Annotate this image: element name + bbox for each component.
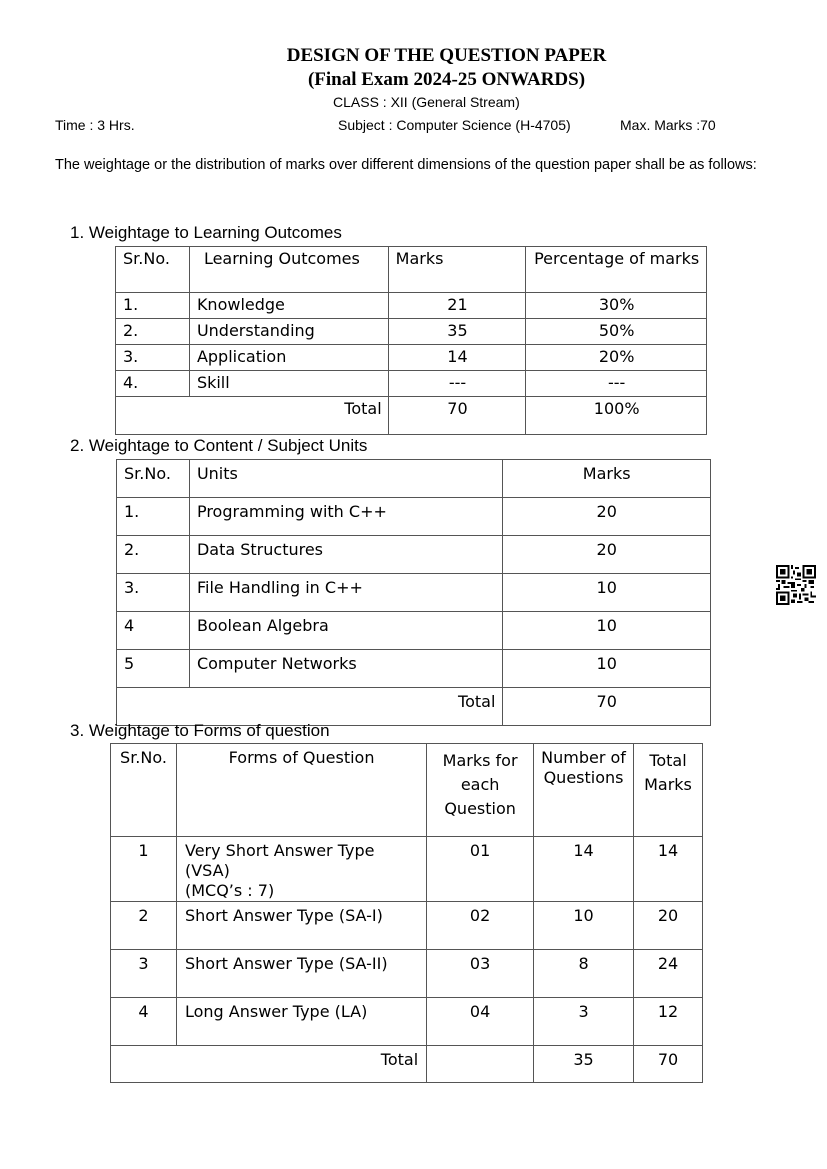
cell-outcome: Knowledge [189, 293, 388, 319]
cell-sr: 4 [111, 998, 177, 1046]
cell-marks: 10 [503, 650, 711, 688]
cell-unit: File Handling in C++ [189, 574, 502, 612]
table-row [117, 498, 711, 536]
cell-sr: 4 [117, 612, 190, 650]
section2-heading: 2. Weightage to Content / Subject Units [70, 436, 368, 455]
cell-total: 12 [634, 998, 703, 1046]
time-label: Time : 3 Hrs. [55, 117, 135, 133]
form-line: Very Short Answer Type [184, 841, 375, 860]
total-marks: 70 [634, 1046, 703, 1083]
cell-percentage: 50% [526, 319, 707, 345]
cell-marks: 21 [388, 293, 526, 319]
intro-paragraph: The weightage or the distribution of marks over different dimensions of the question paper shall be as follows: [55, 157, 757, 173]
page-subtitle: (Final Exam 2024-25 ONWARDS) [307, 69, 586, 90]
cell-number: 10 [534, 902, 634, 950]
column-header: Sr.No. [111, 744, 177, 837]
section1-heading: 1. Weightage to Learning Outcomes [70, 223, 342, 242]
total-marks: 70 [388, 397, 526, 435]
total-label: Total [111, 1046, 427, 1083]
column-header: Forms of Question [176, 744, 426, 837]
table-total-row [117, 688, 711, 726]
total-label: Total [116, 397, 389, 435]
cell-sr: 1 [111, 837, 177, 902]
cell-marks: 10 [503, 612, 711, 650]
column-header: Marks [503, 460, 711, 498]
cell-unit: Data Structures [189, 536, 502, 574]
cell-sr: 3. [117, 574, 190, 612]
cell-total: 20 [634, 902, 703, 950]
column-header: Sr.No. [117, 460, 190, 498]
content-units-table [116, 459, 711, 726]
cell-outcome: Application [189, 345, 388, 371]
cell-unit: Boolean Algebra [189, 612, 502, 650]
table-total-row [111, 1046, 703, 1083]
total-label: Total [117, 688, 503, 726]
cell-sr: 1. [116, 293, 190, 319]
column-header: Total Marks [634, 744, 703, 837]
cell-outcome: Skill [189, 371, 388, 397]
cell-form: Long Answer Type (LA) [176, 998, 426, 1046]
cell-form [176, 837, 426, 902]
cell-marks-each: 01 [427, 837, 534, 902]
table-header-row [111, 744, 703, 837]
cell-unit: Programming with C++ [189, 498, 502, 536]
cell-outcome: Understanding [189, 319, 388, 345]
column-header: Learning Outcomes [189, 247, 388, 293]
cell-number: 14 [534, 837, 634, 902]
cell-total: 14 [634, 837, 703, 902]
table-row [111, 998, 703, 1046]
total-number: 35 [534, 1046, 634, 1083]
column-header: Marks for each Question [427, 744, 534, 837]
cell-percentage: --- [526, 371, 707, 397]
subject-label: Subject : Computer Science (H-4705) [338, 117, 571, 133]
cell-sr: 5 [117, 650, 190, 688]
cell-sr: 3. [116, 345, 190, 371]
page-title: DESIGN OF THE QUESTION PAPER [286, 45, 607, 66]
cell-form: Short Answer Type (SA-II) [176, 950, 426, 998]
table-header-row [117, 460, 711, 498]
table-row [116, 371, 707, 397]
column-header: Number of Questions [534, 744, 634, 837]
table-row [117, 536, 711, 574]
class-line: CLASS : XII (General Stream) [333, 94, 520, 110]
table-row [116, 319, 707, 345]
form-line: (MCQ’s : 7) [184, 881, 275, 900]
cell-marks-each: 02 [427, 902, 534, 950]
table-row [116, 293, 707, 319]
total-marks: 70 [503, 688, 711, 726]
table-row [111, 950, 703, 998]
cell-marks: 14 [388, 345, 526, 371]
cell-marks: 35 [388, 319, 526, 345]
cell-marks-each: 04 [427, 998, 534, 1046]
section3-heading: 3. Weightage to Forms of question [70, 721, 330, 740]
column-header: Percentage of marks [526, 247, 707, 293]
cell-sr: 3 [111, 950, 177, 998]
form-line: (VSA) [184, 861, 230, 880]
table-header-row [116, 247, 707, 293]
table-total-row [116, 397, 707, 435]
cell-sr: 4. [116, 371, 190, 397]
cell-sr: 1. [117, 498, 190, 536]
forms-of-question-table [110, 743, 703, 1083]
cell-marks-each: 03 [427, 950, 534, 998]
cell-marks: 10 [503, 574, 711, 612]
cell-number: 3 [534, 998, 634, 1046]
cell-percentage: 30% [526, 293, 707, 319]
cell-form: Short Answer Type (SA-I) [176, 902, 426, 950]
cell-percentage: 20% [526, 345, 707, 371]
cell-unit: Computer Networks [189, 650, 502, 688]
total-empty-cell [427, 1046, 534, 1083]
total-percentage: 100% [526, 397, 707, 435]
column-header: Marks [388, 247, 526, 293]
column-header: Sr.No. [116, 247, 190, 293]
learning-outcomes-table [115, 246, 707, 435]
cell-marks: 20 [503, 498, 711, 536]
cell-sr: 2. [117, 536, 190, 574]
table-row [117, 612, 711, 650]
cell-sr: 2. [116, 319, 190, 345]
table-row [111, 902, 703, 950]
table-row [117, 650, 711, 688]
cell-number: 8 [534, 950, 634, 998]
cell-marks: 20 [503, 536, 711, 574]
table-row [111, 837, 703, 902]
table-row [116, 345, 707, 371]
column-header: Units [189, 460, 502, 498]
cell-sr: 2 [111, 902, 177, 950]
cell-marks: --- [388, 371, 526, 397]
qr-code-icon [776, 565, 816, 605]
cell-total: 24 [634, 950, 703, 998]
max-marks-label: Max. Marks :70 [620, 117, 716, 133]
table-row [117, 574, 711, 612]
